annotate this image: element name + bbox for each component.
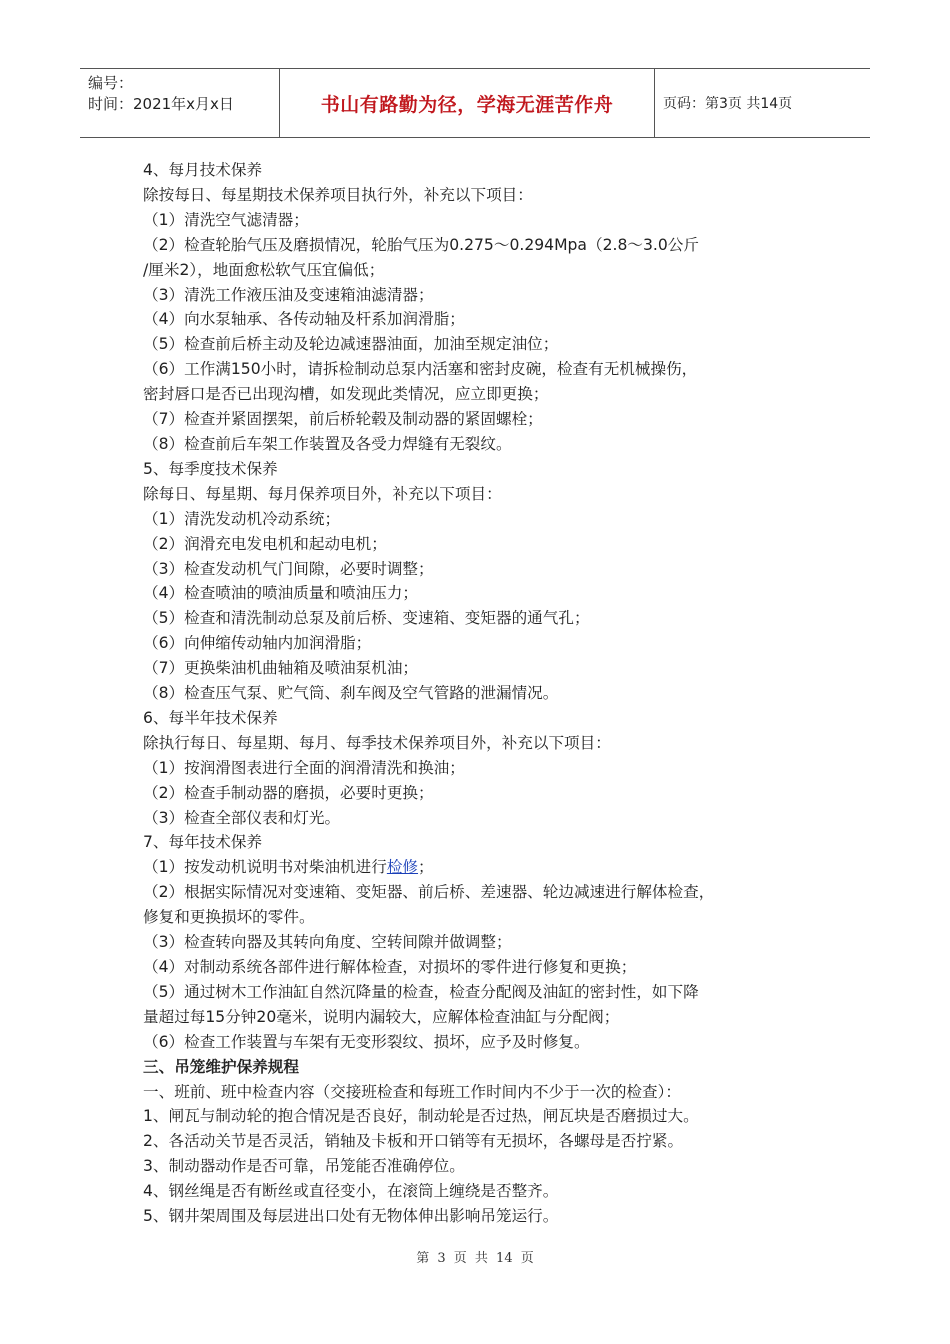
list-item: （2）检查手制动器的磨损，必要时更换； — [143, 783, 434, 802]
list-item: （3）清洗工作液压油及变速箱油滤清器； — [143, 285, 434, 304]
date-label: 时间：2021年x月x日 — [88, 95, 234, 113]
page-footer: 第 3 页 共 14 页 — [416, 1251, 534, 1266]
list-item: （3）检查发动机气门间隙，必要时调整； — [143, 559, 434, 578]
list-item: （1）清洗空气滤清器； — [143, 210, 309, 229]
list-item: （3）检查全部仪表和灯光。 — [143, 808, 341, 827]
header-page-info: 页码：第3页 共14页 — [663, 96, 793, 112]
list-item: 2、各活动关节是否灵活，销轴及卡板和开口销等有无损坏，各螺母是否拧紧。 — [143, 1132, 684, 1151]
list-item-cont: 修复和更换损坏的零件。 — [143, 908, 315, 927]
list-item-cont: 量超过每15分钟20毫米，说明内漏较大，应解体检查油缸与分配阀； — [143, 1007, 620, 1026]
list-item: （2）润滑充电发电机和起动电机； — [143, 534, 387, 553]
list-item: （4）检查喷油的喷油质量和喷油压力； — [143, 584, 419, 603]
list-item-cont: 密封唇口是否已出现沟槽，如发现此类情况，应立即更换； — [143, 385, 549, 404]
heading-quarterly: 5、每季度技术保养 — [143, 459, 278, 478]
list-item-cont: /厘米2），地面愈松软气压宜偏低； — [143, 260, 385, 279]
header-meta — [80, 69, 280, 137]
list-item-text: ； — [418, 858, 434, 877]
list-item: 1、闸瓦与制动轮的抱合情况是否良好，制动轮是否过热，闸瓦块是否磨损过大。 — [143, 1107, 699, 1126]
list-item: （7）更换柴油机曲轴箱及喷油泵机油； — [143, 659, 419, 678]
list-item: （7）检查并紧固摆架，前后桥轮毂及制动器的紧固螺栓； — [143, 410, 543, 429]
section-title: 三、吊笼维护保养规程 — [143, 1057, 299, 1076]
list-item: （2）根据实际情况对变速箱、变矩器、前后桥、差速器、轮边减速进行解体检查， — [143, 883, 715, 902]
list-item: （1）按润滑图表进行全面的润滑清洗和换油； — [143, 758, 465, 777]
list-item: 3、制动器动作是否可靠，吊笼能否准确停位。 — [143, 1157, 465, 1176]
text-line: 除执行每日、每星期、每月、每季技术保养项目外，补充以下项目： — [143, 733, 611, 752]
list-item — [143, 855, 833, 880]
list-item: （5）检查前后桥主动及轮边减速器油面，加油至规定油位； — [143, 335, 559, 354]
heading-half-year: 6、每半年技术保养 — [143, 708, 278, 727]
text-line: 除按每日、每星期技术保养项目执行外，补充以下项目： — [143, 185, 533, 204]
heading-yearly: 7、每年技术保养 — [143, 833, 263, 852]
list-item: （6）向伸缩传动轴内加润滑脂； — [143, 634, 372, 653]
list-item: （8）检查前后车架工作装置及各受力焊缝有无裂纹。 — [143, 434, 512, 453]
heading-monthly: 4、每月技术保养 — [143, 161, 263, 179]
overhaul-link[interactable]: 检修 — [386, 858, 419, 877]
list-item: （3）检查转向器及其转向角度、空转间隙并做调整； — [143, 933, 512, 952]
list-item: （4）对制动系统各部件进行解体检查，对损坏的零件进行修复和更换； — [143, 958, 637, 976]
document-body — [143, 158, 833, 1229]
list-item: （8）检查压气泵、贮气筒、刹车阀及空气管路的泄漏情况。 — [143, 684, 559, 703]
serial-label: 编号： — [88, 74, 134, 92]
text-line: 一、班前、班中检查内容（交接班检查和每班工作时间内不少于一次的检查）： — [143, 1082, 681, 1101]
list-item: 4、钢丝绳是否有断丝或直径变小，在滚筒上缠绕是否整齐。 — [143, 1182, 559, 1201]
list-item: 5、钢井架周围及每层进出口处有无物体伸出影响吊笼运行。 — [143, 1207, 559, 1226]
list-item: （6）检查工作装置与车架有无变形裂纹、损坏，应予及时修复。 — [143, 1032, 590, 1051]
list-item: （1）清洗发动机冷动系统； — [143, 509, 341, 528]
text-line: 除每日、每星期、每月保养项目外，补充以下项目： — [143, 484, 502, 503]
list-item: （5）检查和清洗制动总泵及前后桥、变速箱、变矩器的通气孔； — [143, 609, 590, 628]
list-item-text: （1）按发动机说明书对柴油机进行 — [143, 858, 387, 877]
list-item: （6）工作满150小时，请拆检制动总泵内活塞和密封皮碗，检查有无机械操伤， — [143, 360, 698, 379]
list-item: （5）通过树木工作油缸自然沉降量的检查，检查分配阀及油缸的密封性，如下降 — [143, 982, 699, 1001]
list-item: （2）检查轮胎气压及磨损情况，轮胎气压为0.275～0.294Mpa（2.8～3.0公斤 — [143, 235, 699, 254]
page-header — [80, 68, 870, 138]
header-motto: 书山有路勤为径，学海无涯苦作舟 — [280, 69, 655, 137]
list-item: （4）向水泵轴承、各传动轴及杆系加润滑脂； — [143, 310, 465, 329]
